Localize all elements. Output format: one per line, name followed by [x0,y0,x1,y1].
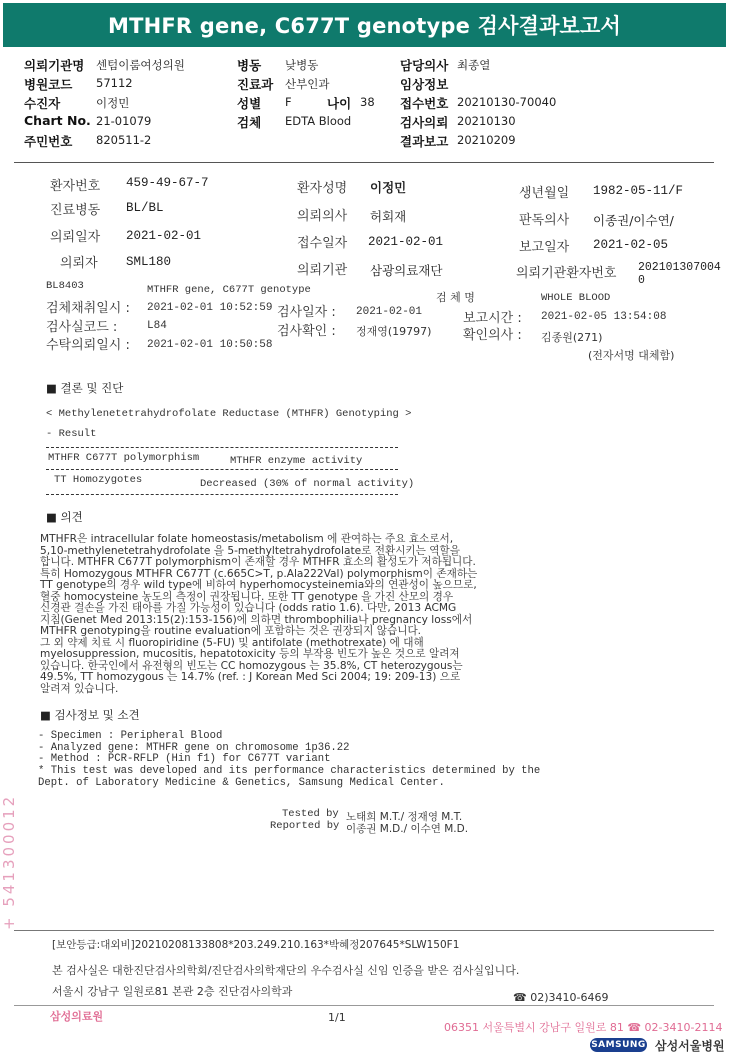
specimen-name-label: 검 체 명 [436,291,475,304]
confirmer: 김종원(271) [541,331,603,344]
opinion-line: 49.5%, TT homozygous 는 14.7% (ref. : J Korean Med Sci 2004; 19: 209-13) 으로 [40,671,461,683]
req-date-label: 의뢰일자 [50,230,101,245]
hospital-code: 57112 [96,76,133,90]
hospital-name-label: 의뢰기관명 [24,58,85,73]
footer-divider [14,930,714,931]
result-col-polymorphism: MTHFR C677T polymorphism [48,452,200,464]
lab-phone: ☎ 02)3410-6469 [513,991,609,1004]
result-divider-mid [46,469,398,470]
collect: 2021-02-01 10:52:59 [147,302,273,314]
page-number: 1/1 [328,1011,346,1024]
resident-no-label: 주민번호 [24,134,73,149]
patient-no-label: 환자번호 [50,179,101,194]
ward: 낮병동 [285,58,319,72]
hospital-address: 06351 서울특별시 강남구 일원로 81 ☎ 02-3410-2114 [444,1021,723,1034]
outsource-label: 수탁의뢰일시 : [46,338,130,353]
opinion-line: 신경관 결손을 가진 태아를 가질 가능성이 있습니다 (odds ratio 1.6). 다만, 2013 ACMG [40,602,457,614]
reported-by: 이종권 M.D./ 이수연 M.D. [346,823,469,835]
request-date: 20210130 [457,114,516,128]
confirm: 정재영(19797) [356,325,432,338]
opinion-line: 합니다. MTHFR C677T polymorphism이 존재할 경우 MTHFR 효소의 활성도가 저하됩니다. [40,556,476,568]
exam-info-heading: ■ 검사정보 및 소견 [40,708,140,722]
recv-date-label: 접수일자 [297,236,348,251]
tested-by: 노태희 M.T./ 정재영 M.T. [346,811,463,823]
brand-left: 삼성의료원 [50,1010,104,1023]
results-heading: ■ 결론 및 진단 [46,381,124,395]
age-label: 나이 [327,96,352,111]
specimen-type: EDTA Blood [285,114,352,128]
result-genotype: TT Homozygotes [54,474,143,486]
req-inst: 삼광의료재단 [370,263,443,278]
inst-patient-no: 202101307004 [638,261,721,274]
ward2: BL/BL [126,201,164,215]
exam-info-line: * This test was developed and its performance characteristics determined by the [38,765,541,778]
chart-no: 21-01079 [96,114,152,128]
test-date-label: 검사일자 : [277,305,336,320]
examinee: 이정민 [96,96,130,110]
opinion-line: myelosuppression, mucositis, hepatotoxicity 등의 부작용 빈도가 높은 것으로 알려져 [40,648,460,660]
hospital-name-footer: 삼성서울병원 [655,1039,725,1053]
opinion-line: 혈중 homocysteine 농도의 측정이 권장됩니다. 또한 TT genotype 을 가진 산모의 경우 [40,590,454,603]
inst-patient-no-label: 의뢰기관환자번호 [516,266,617,281]
attending: 최종열 [457,58,491,72]
result-divider-top [46,447,398,448]
attending-label: 담당의사 [400,58,449,73]
chart-no-label: Chart No. [24,113,91,128]
req-inst-label: 의뢰기관 [297,263,348,278]
report-date: 2021-02-05 [593,238,669,252]
result-col-activity: MTHFR enzyme activity [230,455,363,467]
patient-name: 이정민 [370,180,407,195]
recv-date: 2021-02-01 [368,235,444,249]
resident-no: 820511-2 [96,133,152,147]
inst-patient-no-cont: 0 [638,274,645,287]
opinion-line: 그 외 약제 치료 시 fluoropiridine (5-FU) 및 antifolate (methotrexate) 에 대해 [40,636,424,649]
result-activity: Decreased (30% of normal activity) [200,478,415,490]
receipt-no-label: 접수번호 [400,96,449,111]
result-divider-bottom [46,494,398,495]
specimen-type-label: 검체 [237,115,262,130]
age: 38 [360,95,375,109]
address-line: 서울시 강남구 일원로81 본관 2층 진단검사의학과 [52,985,293,998]
opinion-heading: ■ 의견 [46,510,83,524]
test-code-id: BL8403 [46,280,84,292]
reader-label: 판독의사 [519,213,570,228]
assay-name: < Methylenetetrahydrofolate Reductase (MTHFR) Genotyping > [46,408,412,420]
req-date: 2021-02-01 [126,229,202,243]
opinion-line: 특히 Homozygous MTHFR C677T (c.665C>T, p.Ala222Val) polymorphism이 존재하는 [40,567,478,580]
confirm-label: 검사확인 : [277,324,336,339]
request-date-label: 검사의뢰 [400,115,449,130]
opinion-line: 지침(Genet Med 2013:15(2):153-156)에 의하면 thrombophilia나 pregnancy loss에서 [40,613,473,626]
security-line: [보안등급:대외비]20210208133808*203.249.210.163*박혜정207645*SLW150F1 [52,939,460,951]
opinion-line: MTHFR genotyping을 routine evaluation에 포함하는 것은 권장되지 않습니다. [40,625,422,637]
department: 산부인과 [285,77,330,91]
cert-line: 본 검사실은 대한진단검사의학회/진단검사의학재단의 우수검사실 신임 인증을 받은 검사실입니다. [52,964,520,977]
result-report: 20210209 [457,133,516,147]
hospital-name: 센텀이룸여성의원 [96,58,185,72]
report-date-label: 보고일자 [519,240,570,255]
opinion-line: 5,10-methylenetetrahydrofolate 을 5-methyltetrahydrofolate로 전환시키는 역할을 [40,544,460,557]
receipt-no: 20210130-70040 [457,95,557,109]
result-label: - Result [46,428,97,440]
reported-by-label: Reported by [270,820,340,832]
test-date: 2021-02-01 [356,306,423,318]
exam-info-line: Dept. of Laboratory Medicine & Genetics, Samsung Medical Center. [38,776,445,789]
birth: 1982-05-11/F [593,184,684,198]
doctor-label: 의뢰의사 [297,209,348,224]
side-serial-number: + 541300012 [0,793,18,930]
footer-divider-2 [14,1005,714,1006]
requester: SML180 [126,255,172,269]
report-title: MTHFR gene, C677T genotype 검사결과보고서 [3,3,726,47]
confirmer-label: 확인의사 : [463,328,522,343]
patient-no: 459-49-67-7 [126,176,209,190]
test-name: MTHFR gene, C677T genotype [147,284,311,296]
doctor: 허회재 [370,209,407,224]
samsung-logo: SAMSUNG [591,1040,646,1050]
lab-code-label: 검사실코드 : [46,320,118,335]
examinee-label: 수진자 [24,96,61,111]
department-label: 진료과 [237,77,274,92]
collect-label: 검체채취일시 : [46,301,130,316]
hospital-code-label: 병원코드 [24,77,73,92]
divider [14,162,714,163]
sex: F [285,95,292,109]
ward2-label: 진료병동 [50,203,101,218]
opinion-line: 있습니다. 한국인에서 유전형의 빈도는 CC homozygous 는 35.8%, CT heterozygous는 [40,659,463,672]
outsource: 2021-02-01 10:50:58 [147,339,273,351]
exam-info-line: - Method : PCR-RFLP (Hin f1) for C677T variant [38,753,331,766]
sex-label: 성별 [237,96,262,111]
esign-note: (전자서명 대체함) [588,349,675,362]
specimen-name: WHOLE BLOOD [541,292,611,304]
opinion-line: MTHFR은 intracellular folate homeostasis/metabolism 에 관여하는 주요 효소로서, [40,533,454,545]
clinical-info-label: 임상정보 [400,77,449,92]
birth-label: 생년월일 [519,186,570,201]
tested-by-label: Tested by [282,808,339,820]
opinion-line: TT genotype의 경우 wild type에 비하여 hyperhomocysteinemia와의 연관성이 높으므로, [40,579,477,591]
exam-info-line: - Specimen : Peripheral Blood [38,730,223,742]
ward-label: 병동 [237,58,262,73]
report-time: 2021-02-05 13:54:08 [541,311,667,323]
patient-name-label: 환자성명 [297,181,348,196]
result-report-label: 결과보고 [400,134,449,149]
opinion-line: 알려져 있습니다. [40,682,119,695]
exam-info-line: - Analyzed gene: MTHFR gene on chromosome 1p36.22 [38,741,350,754]
report-time-label: 보고시간 : [463,311,522,326]
lab-code: L84 [147,320,167,332]
requester-label: 의뢰자 [60,256,98,271]
reader: 이종권/이수연/ [593,213,674,228]
